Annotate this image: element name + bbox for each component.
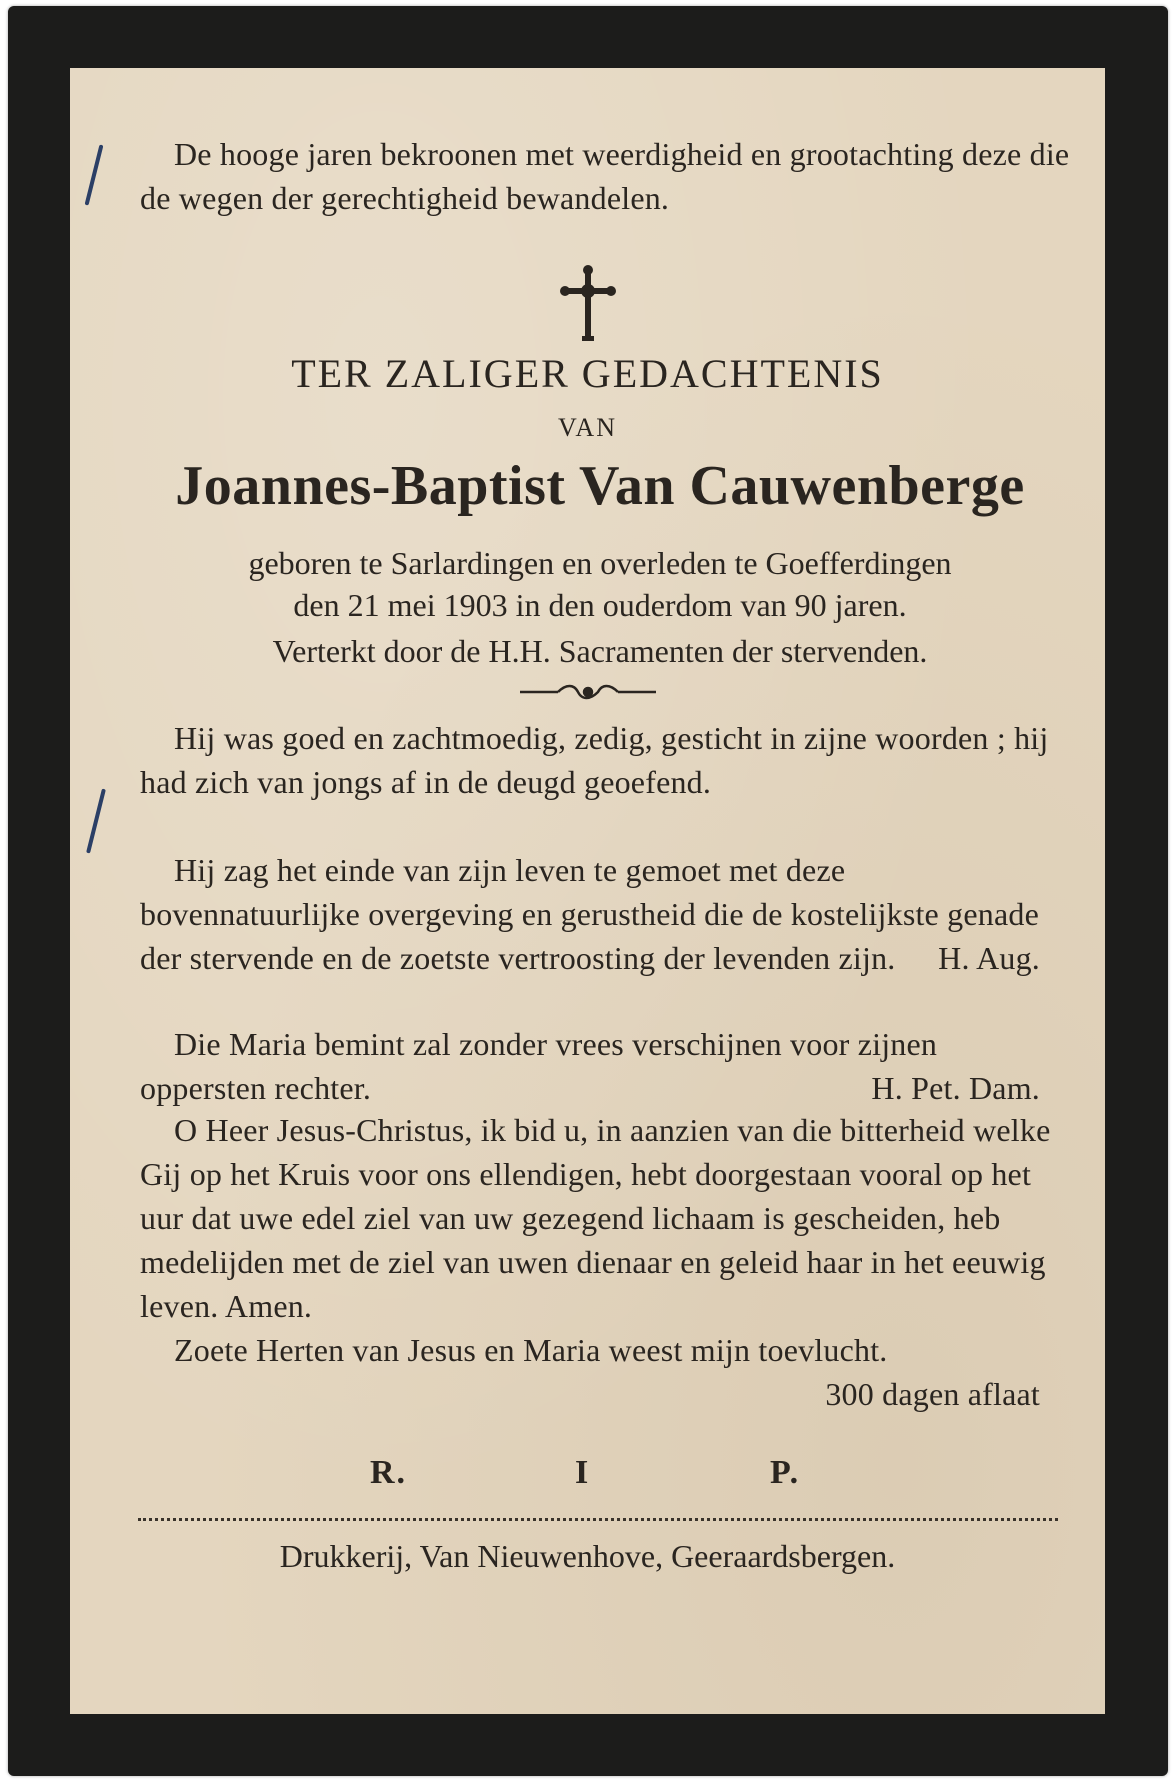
memorial-title: TER ZALIGER GEDACHTENIS [291,351,884,396]
birth-death-details [130,542,1070,672]
paragraph-invocation: Zoete Herten van Jesus en Maria weest mijn toevlucht. 300 dagen aflaat [140,1328,1070,1416]
paragraph-virtues: Hij was goed en zachtmoedig, zedig, gesticht in zijne woorden ; hij had zich van jongs af in de deugd geoefend. [140,720,1049,800]
memorial-card [8,6,1168,1776]
pencil-mark [86,788,106,853]
rip-i: I [575,1454,591,1491]
reference-pet-dam: H. Pet. Dam. [871,1070,1040,1106]
indulgence-note: 300 dagen aflaat [825,1376,1040,1412]
memorial-van: VAN [558,413,617,442]
sacraments-line: Verterkt door de H.H. Sacramenten der stervenden. [272,633,928,669]
printer-imprint: Drukkerij, Van Nieuwenhove, Geeraardsbergen. [279,1538,896,1574]
cross-icon [70,264,1105,348]
paragraph-augustine: Hij zag het einde van zijn leven te gemoet met deze bovennatuurlijke overgeving en gerustheid die de kostelijkste genade der stervende en de zoetste vertroosting der levenden zijn. H. Aug. [140,848,1070,980]
birth-death-line-1: geboren te Sarlardingen en overleden te Goefferdingen [248,545,952,581]
birth-death-line-2: den 21 mei 1903 in den ouderdom van 90 jaren. [293,587,907,623]
card-paper [70,68,1105,1714]
reference-augustine: H. Aug. [938,940,1040,976]
deceased-name: Joannes-Baptist Van Cauwenberge [175,455,1025,517]
dotted-divider [138,1518,1058,1521]
rip-line [70,1454,1105,1494]
rip-r: R. [370,1454,408,1491]
epigraph: De hooge jaren bekroonen met weerdigheid en grootachting deze die de wegen der gerechtigheid bewandelen. [140,136,1070,216]
pencil-mark [85,144,104,205]
paragraph-maria: Die Maria bemint zal zonder vrees verschijnen voor zijnen oppersten rechter. H. Pet. Dam. [140,1022,1070,1110]
rip-p: P. [770,1454,801,1491]
paragraph-prayer: O Heer Jesus-Christus, ik bid u, in aanzien van die bitterheid welke Gij op het Kruis voor ons ellendigen, hebt doorgestaan vooral op het uur dat uwe edel ziel van uw gezegend lichaam is gescheiden, heb medelijden met de ziel van uwen dienaar en geleid haar in het eeuwig leven. Amen. [140,1112,1051,1324]
ornament-divider-icon [70,682,1105,702]
